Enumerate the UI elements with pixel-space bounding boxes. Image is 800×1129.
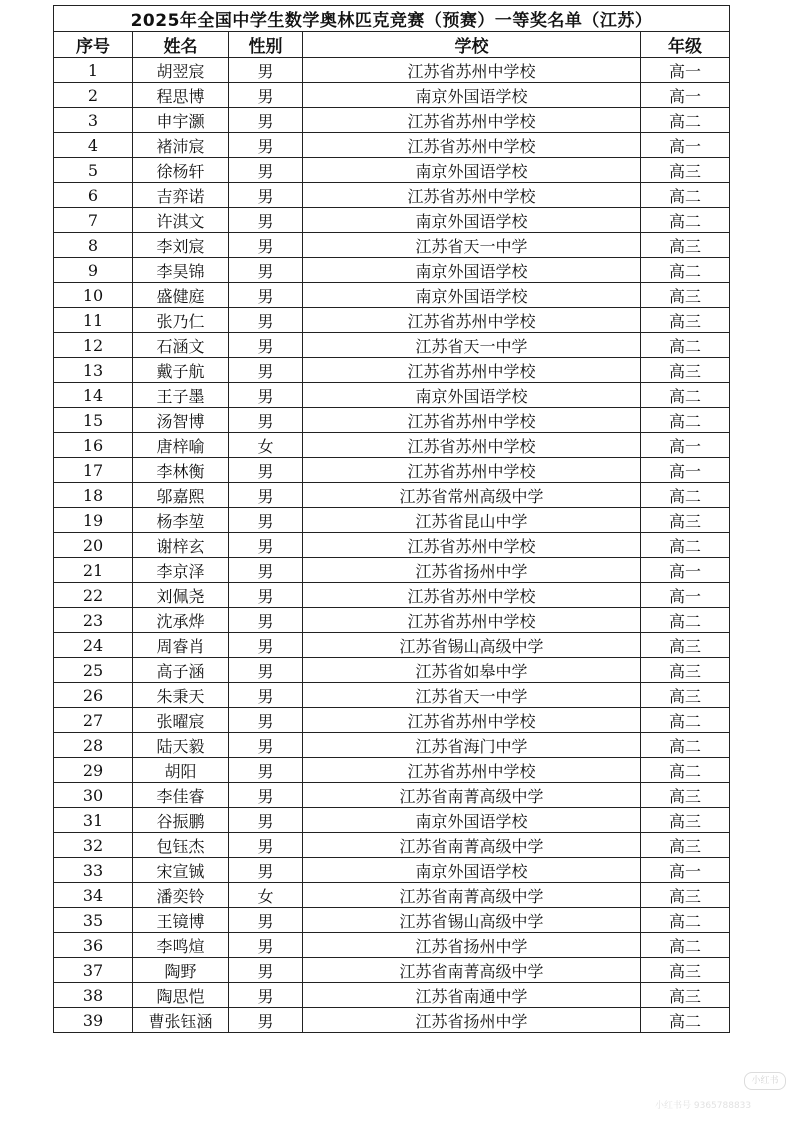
cell-school: 江苏省昆山中学	[303, 508, 641, 533]
cell-grade: 高二	[641, 208, 730, 233]
cell-name: 李京泽	[133, 558, 229, 583]
cell-grade: 高一	[641, 133, 730, 158]
cell-gender: 男	[229, 783, 303, 808]
cell-gender: 男	[229, 983, 303, 1008]
cell-grade: 高二	[641, 733, 730, 758]
cell-gender: 男	[229, 558, 303, 583]
cell-school: 江苏省苏州中学校	[303, 358, 641, 383]
cell-gender: 男	[229, 483, 303, 508]
cell-school: 南京外国语学校	[303, 383, 641, 408]
cell-index: 2	[54, 83, 133, 108]
table-row	[54, 483, 730, 508]
cell-index: 28	[54, 733, 133, 758]
cell-index: 30	[54, 783, 133, 808]
cell-name: 程思博	[133, 83, 229, 108]
cell-name: 高子涵	[133, 658, 229, 683]
header-name: 姓名	[133, 32, 229, 58]
cell-grade: 高一	[641, 583, 730, 608]
cell-grade: 高二	[641, 533, 730, 558]
cell-grade: 高三	[641, 833, 730, 858]
cell-index: 23	[54, 608, 133, 633]
cell-gender: 男	[229, 408, 303, 433]
cell-name: 李佳睿	[133, 783, 229, 808]
cell-name: 潘奕铃	[133, 883, 229, 908]
cell-school: 江苏省扬州中学	[303, 1008, 641, 1033]
cell-grade: 高一	[641, 58, 730, 83]
cell-index: 13	[54, 358, 133, 383]
cell-gender: 男	[229, 708, 303, 733]
cell-index: 12	[54, 333, 133, 358]
cell-name: 宋宣铖	[133, 858, 229, 883]
cell-school: 江苏省苏州中学校	[303, 533, 641, 558]
cell-school: 南京外国语学校	[303, 858, 641, 883]
cell-school: 江苏省海门中学	[303, 733, 641, 758]
cell-name: 李刘宸	[133, 233, 229, 258]
cell-grade: 高二	[641, 908, 730, 933]
watermark-text: 小红书号 9365788833	[655, 1101, 752, 1111]
table-row	[54, 233, 730, 258]
watermark-logo: 小红书	[744, 1072, 786, 1090]
cell-grade: 高二	[641, 408, 730, 433]
cell-name: 李昊锦	[133, 258, 229, 283]
cell-index: 25	[54, 658, 133, 683]
cell-name: 张乃仁	[133, 308, 229, 333]
cell-school: 南京外国语学校	[303, 83, 641, 108]
cell-grade: 高二	[641, 183, 730, 208]
cell-index: 4	[54, 133, 133, 158]
cell-grade: 高三	[641, 633, 730, 658]
cell-school: 江苏省苏州中学校	[303, 58, 641, 83]
table-row	[54, 408, 730, 433]
cell-grade: 高二	[641, 758, 730, 783]
table-row	[54, 858, 730, 883]
cell-school: 江苏省南菁高级中学	[303, 958, 641, 983]
cell-school: 江苏省苏州中学校	[303, 108, 641, 133]
cell-name: 周睿肖	[133, 633, 229, 658]
cell-school: 江苏省锡山高级中学	[303, 633, 641, 658]
cell-gender: 男	[229, 808, 303, 833]
cell-school: 江苏省天一中学	[303, 233, 641, 258]
cell-gender: 男	[229, 958, 303, 983]
cell-gender: 女	[229, 433, 303, 458]
cell-index: 32	[54, 833, 133, 858]
table-row	[54, 658, 730, 683]
cell-gender: 男	[229, 208, 303, 233]
cell-index: 9	[54, 258, 133, 283]
cell-index: 26	[54, 683, 133, 708]
cell-grade: 高三	[641, 883, 730, 908]
award-table	[53, 5, 730, 1033]
cell-gender: 男	[229, 308, 303, 333]
table-row	[54, 108, 730, 133]
cell-index: 7	[54, 208, 133, 233]
cell-index: 37	[54, 958, 133, 983]
header-school: 学校	[303, 32, 641, 58]
cell-gender: 女	[229, 883, 303, 908]
cell-gender: 男	[229, 533, 303, 558]
cell-grade: 高一	[641, 458, 730, 483]
cell-index: 21	[54, 558, 133, 583]
cell-index: 17	[54, 458, 133, 483]
cell-grade: 高三	[641, 958, 730, 983]
cell-school: 江苏省天一中学	[303, 333, 641, 358]
cell-school: 江苏省苏州中学校	[303, 183, 641, 208]
table-row	[54, 908, 730, 933]
cell-index: 1	[54, 58, 133, 83]
table-row	[54, 733, 730, 758]
cell-school: 南京外国语学校	[303, 808, 641, 833]
cell-name: 胡阳	[133, 758, 229, 783]
cell-index: 39	[54, 1008, 133, 1033]
cell-name: 谷振鹏	[133, 808, 229, 833]
cell-school: 江苏省如皋中学	[303, 658, 641, 683]
cell-grade: 高三	[641, 308, 730, 333]
cell-index: 27	[54, 708, 133, 733]
cell-name: 张曜宸	[133, 708, 229, 733]
cell-index: 35	[54, 908, 133, 933]
cell-gender: 男	[229, 358, 303, 383]
table-row	[54, 208, 730, 233]
cell-grade: 高三	[641, 808, 730, 833]
cell-gender: 男	[229, 83, 303, 108]
table-row	[54, 708, 730, 733]
cell-gender: 男	[229, 633, 303, 658]
cell-grade: 高三	[641, 683, 730, 708]
award-list-sheet	[53, 5, 729, 1033]
cell-grade: 高二	[641, 608, 730, 633]
cell-school: 江苏省南通中学	[303, 983, 641, 1008]
table-row	[54, 933, 730, 958]
cell-school: 江苏省苏州中学校	[303, 133, 641, 158]
cell-index: 22	[54, 583, 133, 608]
cell-gender: 男	[229, 383, 303, 408]
cell-gender: 男	[229, 758, 303, 783]
table-row	[54, 308, 730, 333]
cell-index: 20	[54, 533, 133, 558]
cell-gender: 男	[229, 833, 303, 858]
cell-name: 戴子航	[133, 358, 229, 383]
cell-school: 南京外国语学校	[303, 258, 641, 283]
cell-grade: 高二	[641, 483, 730, 508]
table-row	[54, 758, 730, 783]
cell-index: 33	[54, 858, 133, 883]
cell-gender: 男	[229, 233, 303, 258]
header-gender: 性别	[229, 32, 303, 58]
cell-gender: 男	[229, 133, 303, 158]
table-row	[54, 58, 730, 83]
header-index: 序号	[54, 32, 133, 58]
table-row	[54, 633, 730, 658]
cell-gender: 男	[229, 608, 303, 633]
cell-index: 14	[54, 383, 133, 408]
cell-school: 江苏省锡山高级中学	[303, 908, 641, 933]
header-row	[54, 32, 730, 58]
cell-name: 褚沛宸	[133, 133, 229, 158]
cell-name: 杨李堃	[133, 508, 229, 533]
cell-grade: 高二	[641, 933, 730, 958]
cell-school: 南京外国语学校	[303, 283, 641, 308]
cell-school: 江苏省南菁高级中学	[303, 783, 641, 808]
cell-name: 王镜博	[133, 908, 229, 933]
cell-school: 江苏省苏州中学校	[303, 758, 641, 783]
table-row	[54, 383, 730, 408]
table-row	[54, 358, 730, 383]
table-row	[54, 333, 730, 358]
cell-school: 南京外国语学校	[303, 208, 641, 233]
cell-gender: 男	[229, 58, 303, 83]
table-title: 2025年全国中学生数学奥林匹克竞赛（预赛）一等奖名单（江苏）	[54, 6, 730, 32]
cell-name: 许淇文	[133, 208, 229, 233]
cell-name: 王子墨	[133, 383, 229, 408]
cell-name: 盛健庭	[133, 283, 229, 308]
table-row	[54, 883, 730, 908]
table-row	[54, 508, 730, 533]
cell-name: 李鸣煊	[133, 933, 229, 958]
cell-name: 陶思恺	[133, 983, 229, 1008]
cell-name: 曹张钰涵	[133, 1008, 229, 1033]
cell-grade: 高三	[641, 983, 730, 1008]
cell-name: 邬嘉熙	[133, 483, 229, 508]
cell-gender: 男	[229, 258, 303, 283]
table-row	[54, 583, 730, 608]
cell-name: 申宇灏	[133, 108, 229, 133]
cell-name: 唐梓喻	[133, 433, 229, 458]
table-row	[54, 833, 730, 858]
cell-grade: 高三	[641, 233, 730, 258]
table-row	[54, 533, 730, 558]
cell-index: 34	[54, 883, 133, 908]
cell-gender: 男	[229, 933, 303, 958]
cell-grade: 高三	[641, 783, 730, 808]
table-row	[54, 283, 730, 308]
cell-grade: 高三	[641, 283, 730, 308]
table-row	[54, 958, 730, 983]
cell-school: 江苏省南菁高级中学	[303, 833, 641, 858]
cell-name: 徐杨轩	[133, 158, 229, 183]
cell-gender: 男	[229, 683, 303, 708]
cell-index: 36	[54, 933, 133, 958]
cell-index: 38	[54, 983, 133, 1008]
cell-grade: 高二	[641, 333, 730, 358]
cell-school: 江苏省苏州中学校	[303, 583, 641, 608]
cell-school: 江苏省扬州中学	[303, 558, 641, 583]
cell-gender: 男	[229, 733, 303, 758]
cell-gender: 男	[229, 283, 303, 308]
cell-grade: 高三	[641, 508, 730, 533]
cell-grade: 高二	[641, 383, 730, 408]
cell-name: 陆天毅	[133, 733, 229, 758]
cell-gender: 男	[229, 1008, 303, 1033]
cell-index: 8	[54, 233, 133, 258]
cell-grade: 高二	[641, 258, 730, 283]
cell-gender: 男	[229, 333, 303, 358]
cell-gender: 男	[229, 658, 303, 683]
table-row	[54, 1008, 730, 1033]
cell-school: 江苏省扬州中学	[303, 933, 641, 958]
table-row	[54, 83, 730, 108]
cell-index: 18	[54, 483, 133, 508]
cell-name: 汤智博	[133, 408, 229, 433]
cell-grade: 高三	[641, 358, 730, 383]
cell-grade: 高二	[641, 1008, 730, 1033]
cell-index: 5	[54, 158, 133, 183]
table-row	[54, 558, 730, 583]
table-body	[54, 58, 730, 1033]
cell-school: 江苏省苏州中学校	[303, 408, 641, 433]
cell-gender: 男	[229, 583, 303, 608]
cell-name: 吉弈诺	[133, 183, 229, 208]
cell-gender: 男	[229, 508, 303, 533]
table-row	[54, 608, 730, 633]
table-row	[54, 683, 730, 708]
cell-grade: 高一	[641, 433, 730, 458]
cell-gender: 男	[229, 183, 303, 208]
cell-gender: 男	[229, 458, 303, 483]
cell-school: 江苏省苏州中学校	[303, 433, 641, 458]
cell-grade: 高二	[641, 708, 730, 733]
cell-gender: 男	[229, 908, 303, 933]
cell-gender: 男	[229, 858, 303, 883]
cell-school: 江苏省苏州中学校	[303, 708, 641, 733]
cell-grade: 高一	[641, 558, 730, 583]
cell-index: 24	[54, 633, 133, 658]
table-row	[54, 133, 730, 158]
header-grade: 年级	[641, 32, 730, 58]
cell-name: 刘佩尧	[133, 583, 229, 608]
cell-grade: 高三	[641, 658, 730, 683]
cell-school: 江苏省天一中学	[303, 683, 641, 708]
table-row	[54, 158, 730, 183]
cell-school: 江苏省常州高级中学	[303, 483, 641, 508]
cell-index: 10	[54, 283, 133, 308]
cell-name: 谢梓玄	[133, 533, 229, 558]
cell-gender: 男	[229, 158, 303, 183]
table-row	[54, 808, 730, 833]
cell-name: 沈承烨	[133, 608, 229, 633]
cell-name: 石涵文	[133, 333, 229, 358]
cell-grade: 高一	[641, 858, 730, 883]
cell-index: 29	[54, 758, 133, 783]
cell-index: 3	[54, 108, 133, 133]
cell-school: 南京外国语学校	[303, 158, 641, 183]
table-row	[54, 458, 730, 483]
cell-index: 31	[54, 808, 133, 833]
table-row	[54, 983, 730, 1008]
cell-index: 15	[54, 408, 133, 433]
cell-grade: 高一	[641, 83, 730, 108]
cell-school: 江苏省苏州中学校	[303, 608, 641, 633]
cell-index: 6	[54, 183, 133, 208]
cell-school: 江苏省南菁高级中学	[303, 883, 641, 908]
cell-grade: 高二	[641, 108, 730, 133]
cell-index: 19	[54, 508, 133, 533]
cell-name: 包钰杰	[133, 833, 229, 858]
cell-name: 李林衡	[133, 458, 229, 483]
table-row	[54, 783, 730, 808]
cell-index: 11	[54, 308, 133, 333]
cell-index: 16	[54, 433, 133, 458]
cell-name: 陶野	[133, 958, 229, 983]
cell-gender: 男	[229, 108, 303, 133]
cell-grade: 高三	[641, 158, 730, 183]
cell-name: 胡翌宸	[133, 58, 229, 83]
table-row	[54, 258, 730, 283]
cell-school: 江苏省苏州中学校	[303, 458, 641, 483]
cell-school: 江苏省苏州中学校	[303, 308, 641, 333]
cell-name: 朱秉天	[133, 683, 229, 708]
table-row	[54, 183, 730, 208]
table-row	[54, 433, 730, 458]
